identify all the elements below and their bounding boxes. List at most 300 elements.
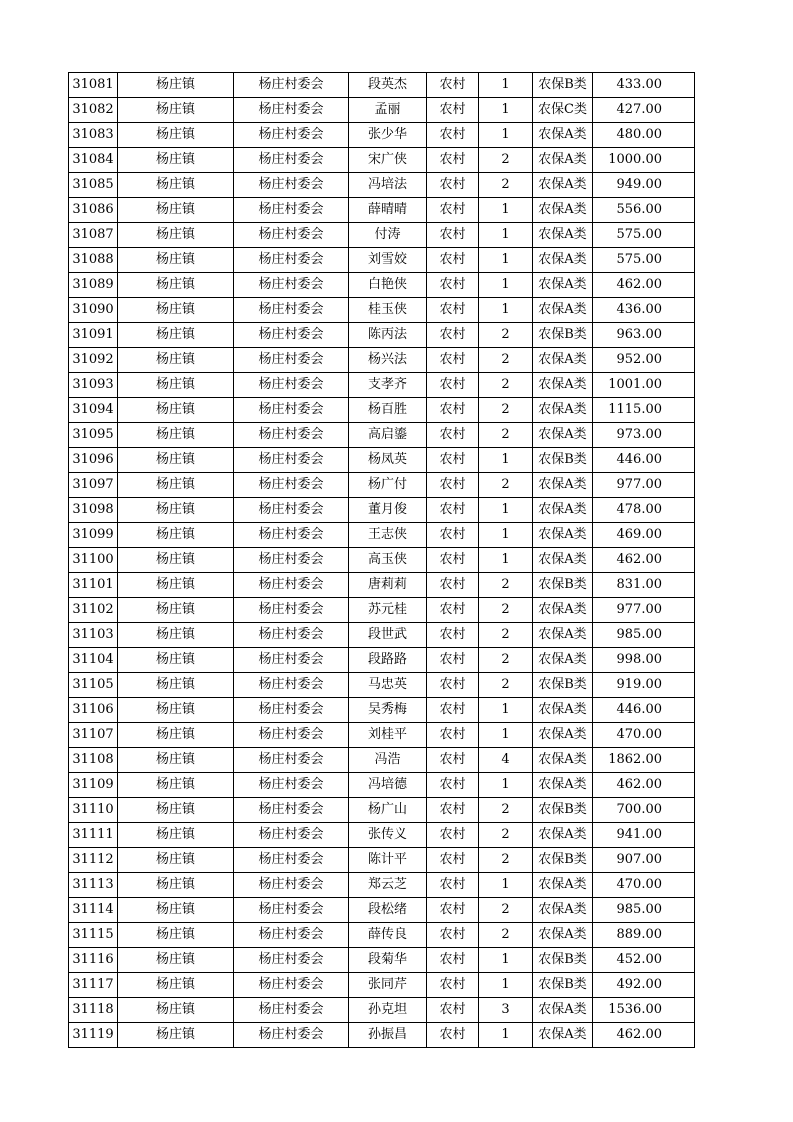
category-cell: 农保A类 [533,373,593,398]
name-cell: 冯培法 [349,173,427,198]
row-id-cell: 31106 [69,698,118,723]
household-type-cell: 农村 [427,948,479,973]
amount-cell: 470.00 [593,873,695,898]
member-count-cell: 1 [479,723,533,748]
name-cell: 张传义 [349,823,427,848]
category-cell: 农保A类 [533,498,593,523]
table-row [69,898,695,923]
member-count-cell: 2 [479,798,533,823]
town-cell: 杨庄镇 [118,423,234,448]
table-row [69,598,695,623]
row-id-cell: 31093 [69,373,118,398]
town-cell: 杨庄镇 [118,123,234,148]
member-count-cell: 2 [479,573,533,598]
row-id-cell: 31081 [69,73,118,98]
household-type-cell: 农村 [427,873,479,898]
household-type-cell: 农村 [427,348,479,373]
category-cell: 农保A类 [533,598,593,623]
category-cell: 农保A类 [533,898,593,923]
village-committee-cell: 杨庄村委会 [234,573,349,598]
name-cell: 桂玉侠 [349,298,427,323]
category-cell: 农保A类 [533,773,593,798]
amount-cell: 575.00 [593,223,695,248]
table-row [69,148,695,173]
name-cell: 段松绪 [349,898,427,923]
household-type-cell: 农村 [427,123,479,148]
row-id-cell: 31101 [69,573,118,598]
name-cell: 支孝齐 [349,373,427,398]
household-type-cell: 农村 [427,398,479,423]
town-cell: 杨庄镇 [118,973,234,998]
village-committee-cell: 杨庄村委会 [234,148,349,173]
row-id-cell: 31098 [69,498,118,523]
amount-cell: 985.00 [593,623,695,648]
household-type-cell: 农村 [427,173,479,198]
town-cell: 杨庄镇 [118,223,234,248]
name-cell: 冯浩 [349,748,427,773]
table-row [69,723,695,748]
name-cell: 王志侠 [349,523,427,548]
amount-cell: 470.00 [593,723,695,748]
category-cell: 农保A类 [533,648,593,673]
table-row [69,673,695,698]
member-count-cell: 1 [479,498,533,523]
town-cell: 杨庄镇 [118,898,234,923]
household-type-cell: 农村 [427,673,479,698]
name-cell: 董月俊 [349,498,427,523]
category-cell: 农保A类 [533,698,593,723]
name-cell: 段菊华 [349,948,427,973]
table-row [69,73,695,98]
member-count-cell: 1 [479,973,533,998]
row-id-cell: 31087 [69,223,118,248]
category-cell: 农保A类 [533,473,593,498]
name-cell: 薛晴晴 [349,198,427,223]
category-cell: 农保A类 [533,623,593,648]
category-cell: 农保A类 [533,273,593,298]
town-cell: 杨庄镇 [118,148,234,173]
village-committee-cell: 杨庄村委会 [234,223,349,248]
category-cell: 农保C类 [533,98,593,123]
household-type-cell: 农村 [427,773,479,798]
village-committee-cell: 杨庄村委会 [234,73,349,98]
household-type-cell: 农村 [427,573,479,598]
table-row [69,373,695,398]
category-cell: 农保A类 [533,823,593,848]
village-committee-cell: 杨庄村委会 [234,773,349,798]
name-cell: 白艳侠 [349,273,427,298]
town-cell: 杨庄镇 [118,698,234,723]
village-committee-cell: 杨庄村委会 [234,373,349,398]
row-id-cell: 31108 [69,748,118,773]
amount-cell: 963.00 [593,323,695,348]
village-committee-cell: 杨庄村委会 [234,873,349,898]
amount-cell: 998.00 [593,648,695,673]
member-count-cell: 2 [479,373,533,398]
table-row [69,298,695,323]
row-id-cell: 31088 [69,248,118,273]
row-id-cell: 31111 [69,823,118,848]
table-row [69,548,695,573]
village-committee-cell: 杨庄村委会 [234,973,349,998]
name-cell: 杨凤英 [349,448,427,473]
row-id-cell: 31105 [69,673,118,698]
amount-cell: 462.00 [593,1023,695,1048]
member-count-cell: 1 [479,73,533,98]
member-count-cell: 2 [479,323,533,348]
member-count-cell: 1 [479,298,533,323]
row-id-cell: 31115 [69,923,118,948]
household-type-cell: 农村 [427,373,479,398]
member-count-cell: 1 [479,773,533,798]
village-committee-cell: 杨庄村委会 [234,123,349,148]
row-id-cell: 31096 [69,448,118,473]
household-type-cell: 农村 [427,898,479,923]
household-type-cell: 农村 [427,248,479,273]
table-row [69,973,695,998]
member-count-cell: 1 [479,698,533,723]
household-type-cell: 农村 [427,423,479,448]
member-count-cell: 2 [479,473,533,498]
table-row [69,323,695,348]
category-cell: 农保A类 [533,423,593,448]
household-type-cell: 农村 [427,598,479,623]
row-id-cell: 31082 [69,98,118,123]
member-count-cell: 1 [479,448,533,473]
household-type-cell: 农村 [427,548,479,573]
name-cell: 马忠英 [349,673,427,698]
town-cell: 杨庄镇 [118,473,234,498]
town-cell: 杨庄镇 [118,873,234,898]
category-cell: 农保B类 [533,973,593,998]
member-count-cell: 2 [479,398,533,423]
name-cell: 冯培德 [349,773,427,798]
town-cell: 杨庄镇 [118,948,234,973]
village-committee-cell: 杨庄村委会 [234,198,349,223]
table-row [69,748,695,773]
member-count-cell: 1 [479,948,533,973]
village-committee-cell: 杨庄村委会 [234,298,349,323]
name-cell: 高启鎏 [349,423,427,448]
town-cell: 杨庄镇 [118,198,234,223]
town-cell: 杨庄镇 [118,998,234,1023]
amount-cell: 480.00 [593,123,695,148]
village-committee-cell: 杨庄村委会 [234,798,349,823]
row-id-cell: 31092 [69,348,118,373]
household-type-cell: 农村 [427,473,479,498]
household-type-cell: 农村 [427,723,479,748]
member-count-cell: 4 [479,748,533,773]
row-id-cell: 31083 [69,123,118,148]
household-type-cell: 农村 [427,748,479,773]
category-cell: 农保A类 [533,548,593,573]
village-committee-cell: 杨庄村委会 [234,173,349,198]
amount-cell: 446.00 [593,698,695,723]
town-cell: 杨庄镇 [118,98,234,123]
amount-cell: 436.00 [593,298,695,323]
town-cell: 杨庄镇 [118,273,234,298]
name-cell: 宋广侠 [349,148,427,173]
town-cell: 杨庄镇 [118,548,234,573]
town-cell: 杨庄镇 [118,1023,234,1048]
amount-cell: 919.00 [593,673,695,698]
data-table [68,72,695,1048]
table-row [69,198,695,223]
household-type-cell: 农村 [427,73,479,98]
row-id-cell: 31117 [69,973,118,998]
category-cell: 农保B类 [533,573,593,598]
town-cell: 杨庄镇 [118,448,234,473]
category-cell: 农保B类 [533,848,593,873]
amount-cell: 462.00 [593,773,695,798]
row-id-cell: 31104 [69,648,118,673]
row-id-cell: 31099 [69,523,118,548]
village-committee-cell: 杨庄村委会 [234,623,349,648]
member-count-cell: 1 [479,873,533,898]
table-row [69,248,695,273]
amount-cell: 941.00 [593,823,695,848]
table-row [69,423,695,448]
amount-cell: 1000.00 [593,148,695,173]
member-count-cell: 2 [479,848,533,873]
category-cell: 农保B类 [533,673,593,698]
name-cell: 吴秀梅 [349,698,427,723]
member-count-cell: 1 [479,223,533,248]
amount-cell: 952.00 [593,348,695,373]
town-cell: 杨庄镇 [118,848,234,873]
name-cell: 刘雪姣 [349,248,427,273]
amount-cell: 1536.00 [593,998,695,1023]
member-count-cell: 2 [479,898,533,923]
table-row [69,698,695,723]
table-row [69,923,695,948]
category-cell: 农保A类 [533,123,593,148]
table-body [69,73,695,1048]
name-cell: 张少华 [349,123,427,148]
table-row [69,273,695,298]
row-id-cell: 31095 [69,423,118,448]
table-row [69,873,695,898]
town-cell: 杨庄镇 [118,73,234,98]
amount-cell: 973.00 [593,423,695,448]
row-id-cell: 31085 [69,173,118,198]
village-committee-cell: 杨庄村委会 [234,248,349,273]
category-cell: 农保B类 [533,323,593,348]
row-id-cell: 31110 [69,798,118,823]
name-cell: 郑云芝 [349,873,427,898]
town-cell: 杨庄镇 [118,923,234,948]
amount-cell: 427.00 [593,98,695,123]
row-id-cell: 31119 [69,1023,118,1048]
row-id-cell: 31100 [69,548,118,573]
row-id-cell: 31107 [69,723,118,748]
row-id-cell: 31118 [69,998,118,1023]
member-count-cell: 1 [479,548,533,573]
table-row [69,523,695,548]
household-type-cell: 农村 [427,1023,479,1048]
member-count-cell: 2 [479,823,533,848]
name-cell: 唐莉莉 [349,573,427,598]
name-cell: 杨百胜 [349,398,427,423]
town-cell: 杨庄镇 [118,773,234,798]
table-row [69,448,695,473]
amount-cell: 700.00 [593,798,695,823]
row-id-cell: 31084 [69,148,118,173]
village-committee-cell: 杨庄村委会 [234,673,349,698]
member-count-cell: 3 [479,998,533,1023]
member-count-cell: 2 [479,423,533,448]
town-cell: 杨庄镇 [118,173,234,198]
town-cell: 杨庄镇 [118,298,234,323]
name-cell: 陈丙法 [349,323,427,348]
village-committee-cell: 杨庄村委会 [234,898,349,923]
village-committee-cell: 杨庄村委会 [234,748,349,773]
town-cell: 杨庄镇 [118,748,234,773]
member-count-cell: 2 [479,623,533,648]
name-cell: 高玉侠 [349,548,427,573]
member-count-cell: 2 [479,173,533,198]
village-committee-cell: 杨庄村委会 [234,998,349,1023]
name-cell: 薛传良 [349,923,427,948]
household-type-cell: 农村 [427,98,479,123]
town-cell: 杨庄镇 [118,623,234,648]
member-count-cell: 1 [479,248,533,273]
village-committee-cell: 杨庄村委会 [234,723,349,748]
name-cell: 陈计平 [349,848,427,873]
name-cell: 孙振昌 [349,1023,427,1048]
member-count-cell: 1 [479,1023,533,1048]
amount-cell: 949.00 [593,173,695,198]
household-type-cell: 农村 [427,273,479,298]
amount-cell: 907.00 [593,848,695,873]
row-id-cell: 31091 [69,323,118,348]
table-row [69,823,695,848]
table-row [69,98,695,123]
household-type-cell: 农村 [427,323,479,348]
table-row [69,473,695,498]
category-cell: 农保A类 [533,148,593,173]
village-committee-cell: 杨庄村委会 [234,523,349,548]
table-row [69,573,695,598]
village-committee-cell: 杨庄村委会 [234,1023,349,1048]
member-count-cell: 1 [479,273,533,298]
amount-cell: 492.00 [593,973,695,998]
village-committee-cell: 杨庄村委会 [234,323,349,348]
name-cell: 孙克坦 [349,998,427,1023]
town-cell: 杨庄镇 [118,523,234,548]
amount-cell: 1862.00 [593,748,695,773]
village-committee-cell: 杨庄村委会 [234,923,349,948]
member-count-cell: 2 [479,148,533,173]
category-cell: 农保A类 [533,723,593,748]
town-cell: 杨庄镇 [118,323,234,348]
town-cell: 杨庄镇 [118,798,234,823]
member-count-cell: 1 [479,123,533,148]
town-cell: 杨庄镇 [118,598,234,623]
amount-cell: 469.00 [593,523,695,548]
row-id-cell: 31102 [69,598,118,623]
member-count-cell: 2 [479,348,533,373]
town-cell: 杨庄镇 [118,573,234,598]
row-id-cell: 31116 [69,948,118,973]
row-id-cell: 31090 [69,298,118,323]
household-type-cell: 农村 [427,523,479,548]
name-cell: 杨广山 [349,798,427,823]
household-type-cell: 农村 [427,923,479,948]
category-cell: 农保A类 [533,248,593,273]
member-count-cell: 2 [479,598,533,623]
village-committee-cell: 杨庄村委会 [234,423,349,448]
amount-cell: 985.00 [593,898,695,923]
village-committee-cell: 杨庄村委会 [234,348,349,373]
village-committee-cell: 杨庄村委会 [234,648,349,673]
household-type-cell: 农村 [427,848,479,873]
village-committee-cell: 杨庄村委会 [234,448,349,473]
village-committee-cell: 杨庄村委会 [234,98,349,123]
town-cell: 杨庄镇 [118,648,234,673]
amount-cell: 575.00 [593,248,695,273]
name-cell: 付涛 [349,223,427,248]
household-type-cell: 农村 [427,198,479,223]
household-type-cell: 农村 [427,223,479,248]
amount-cell: 446.00 [593,448,695,473]
town-cell: 杨庄镇 [118,823,234,848]
category-cell: 农保B类 [533,73,593,98]
village-committee-cell: 杨庄村委会 [234,823,349,848]
category-cell: 农保A类 [533,298,593,323]
row-id-cell: 31103 [69,623,118,648]
member-count-cell: 1 [479,523,533,548]
category-cell: 农保A类 [533,748,593,773]
member-count-cell: 2 [479,673,533,698]
row-id-cell: 31097 [69,473,118,498]
table-row [69,798,695,823]
amount-cell: 1001.00 [593,373,695,398]
town-cell: 杨庄镇 [118,348,234,373]
row-id-cell: 31109 [69,773,118,798]
category-cell: 农保A类 [533,198,593,223]
household-type-cell: 农村 [427,498,479,523]
table-row [69,648,695,673]
name-cell: 段世武 [349,623,427,648]
member-count-cell: 1 [479,98,533,123]
name-cell: 张同芹 [349,973,427,998]
table-row [69,998,695,1023]
table-row [69,1023,695,1048]
row-id-cell: 31113 [69,873,118,898]
village-committee-cell: 杨庄村委会 [234,398,349,423]
amount-cell: 478.00 [593,498,695,523]
household-type-cell: 农村 [427,298,479,323]
name-cell: 段英杰 [349,73,427,98]
table-row [69,773,695,798]
category-cell: 农保B类 [533,948,593,973]
amount-cell: 462.00 [593,273,695,298]
amount-cell: 462.00 [593,548,695,573]
household-type-cell: 农村 [427,448,479,473]
village-committee-cell: 杨庄村委会 [234,848,349,873]
category-cell: 农保A类 [533,998,593,1023]
category-cell: 农保B类 [533,448,593,473]
village-committee-cell: 杨庄村委会 [234,498,349,523]
category-cell: 农保A类 [533,348,593,373]
village-committee-cell: 杨庄村委会 [234,948,349,973]
table-row [69,498,695,523]
row-id-cell: 31112 [69,848,118,873]
name-cell: 刘桂平 [349,723,427,748]
amount-cell: 556.00 [593,198,695,223]
name-cell: 杨兴法 [349,348,427,373]
